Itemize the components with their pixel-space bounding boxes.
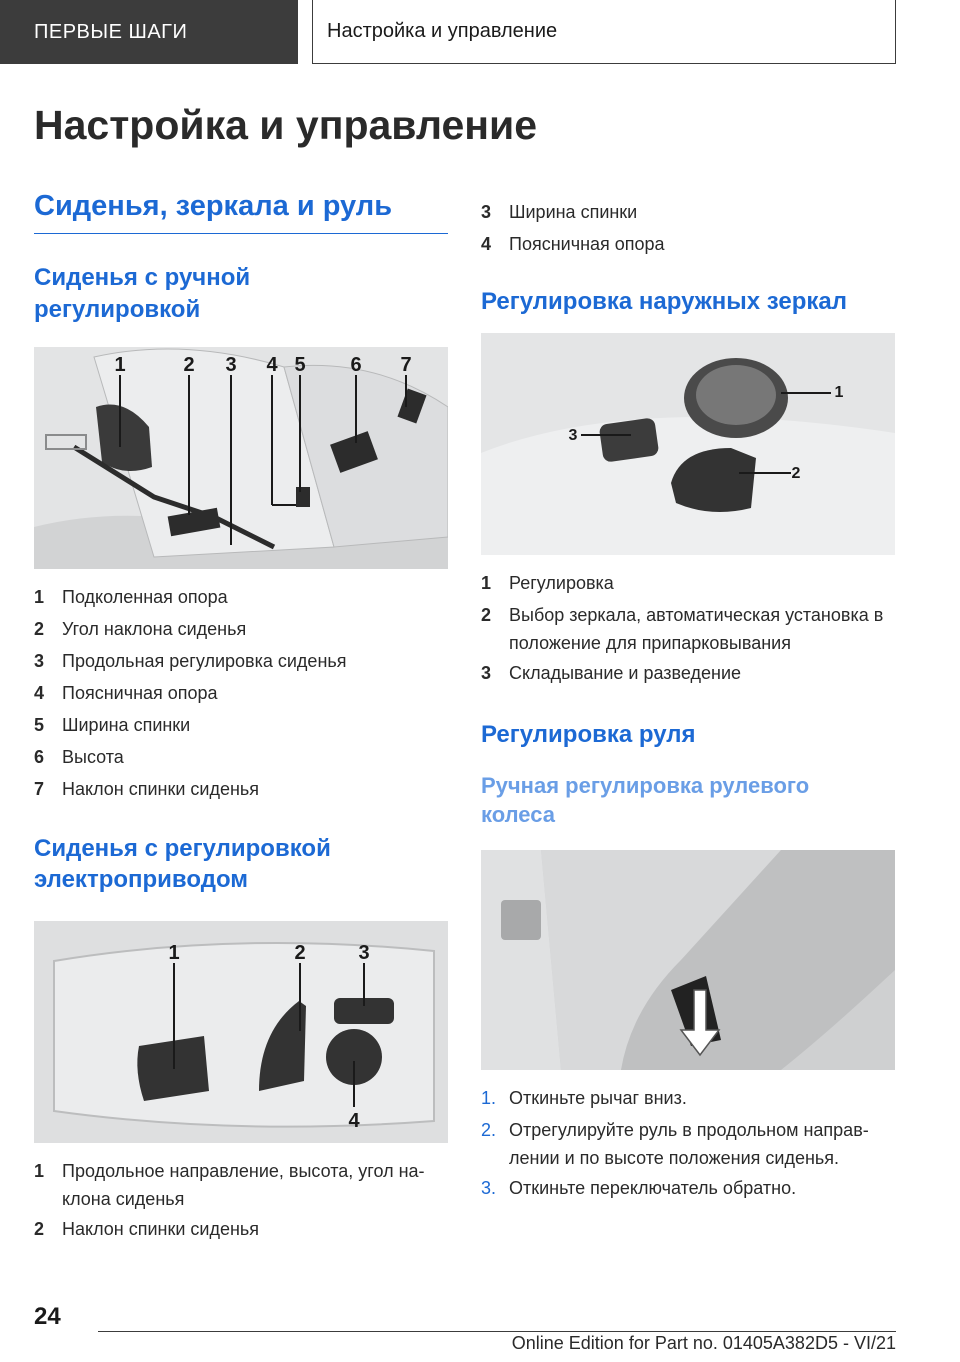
- mirror-controls-illustration: [481, 333, 895, 555]
- mirrors-legend: [481, 567, 895, 689]
- callout-3: 3: [358, 942, 370, 965]
- steering-column-illustration: [481, 850, 895, 1070]
- left-column: [34, 190, 448, 1245]
- list-item: 7 Наклон спинки сиденья: [34, 778, 260, 799]
- list-item: 2. Отрегулируйте руль в продольном направлении и по высоте положения сиденья.: [481, 1119, 869, 1168]
- list-item: 3. Откиньте переключатель обратно.: [481, 1177, 797, 1198]
- callout-2: 2: [183, 353, 195, 376]
- electric-seats-heading: Сиденья с регулировкой электроприводом: [34, 834, 331, 893]
- list-item: 1 Подколенная опора: [34, 586, 228, 607]
- header-chapter-tab: [312, 0, 896, 64]
- right-column: [481, 196, 895, 1204]
- page-title: Настройка и управление: [34, 102, 538, 148]
- header-section-tab: [0, 0, 298, 64]
- callout-1: 1: [114, 353, 126, 376]
- footer-edition: Online Edition for Part no. 01405A382D5 - VI/21: [511, 1333, 896, 1353]
- list-item: 3 Ширина спинки: [481, 202, 638, 222]
- callout-4: 4: [348, 1110, 360, 1133]
- callout-1: 1: [834, 384, 844, 402]
- callout-2: 2: [294, 942, 306, 965]
- footer-divider: [98, 1331, 896, 1332]
- manual-seat-illustration: [34, 347, 448, 569]
- list-item: 1 Регулировка: [481, 573, 614, 594]
- electric-seats-legend: [34, 1155, 448, 1245]
- manual-seats-legend: [34, 581, 448, 805]
- list-item: 1 Продольное направление, высота, угол наклона сиденья: [34, 1161, 425, 1210]
- list-item: 2 Угол наклона сиденья: [34, 618, 247, 639]
- list-item: 3 Складывание и разведение: [481, 663, 742, 684]
- steering-heading: Регулировка руля: [481, 721, 696, 749]
- steering-subheading: Ручная регулировка рулевого колеса: [481, 773, 810, 827]
- callout-6: 6: [350, 353, 362, 376]
- list-item: 3 Продольная регулировка сиденья: [34, 650, 347, 671]
- mirrors-heading: Регулировка наружных зеркал: [481, 288, 847, 315]
- page-number: 24: [34, 1303, 61, 1330]
- header-section-label: ПЕРВЫЕ ШАГИ: [34, 20, 188, 43]
- callout-7: 7: [400, 353, 412, 376]
- list-item: 2 Выбор зеркала, автоматическая установка в положение для припарковывания: [481, 605, 884, 654]
- list-item: 5 Ширина спинки: [34, 714, 191, 735]
- electric-seats-legend-continued: [481, 196, 895, 260]
- list-item: 2 Наклон спинки сиденья: [34, 1219, 260, 1240]
- manual-seats-heading: Сиденья с ручной регулировкой: [34, 264, 251, 323]
- callout-1: 1: [168, 942, 180, 965]
- callout-3: 3: [568, 427, 578, 445]
- electric-seat-controls-illustration: [34, 921, 448, 1143]
- section-title: Сиденья, зеркала и руль: [34, 190, 448, 234]
- list-item: 1. Откиньте рычаг вниз.: [481, 1087, 687, 1108]
- list-item: 4 Поясничная опора: [481, 234, 665, 254]
- callout-5: 5: [294, 353, 306, 376]
- callout-4: 4: [266, 353, 278, 376]
- header-chapter-label: Настройка и управление: [327, 20, 558, 42]
- list-item: 4 Поясничная опора: [34, 682, 218, 703]
- list-item: 6 Высота: [34, 746, 124, 767]
- callout-3: 3: [225, 353, 237, 376]
- steering-steps: [481, 1082, 895, 1204]
- callout-2: 2: [791, 465, 801, 483]
